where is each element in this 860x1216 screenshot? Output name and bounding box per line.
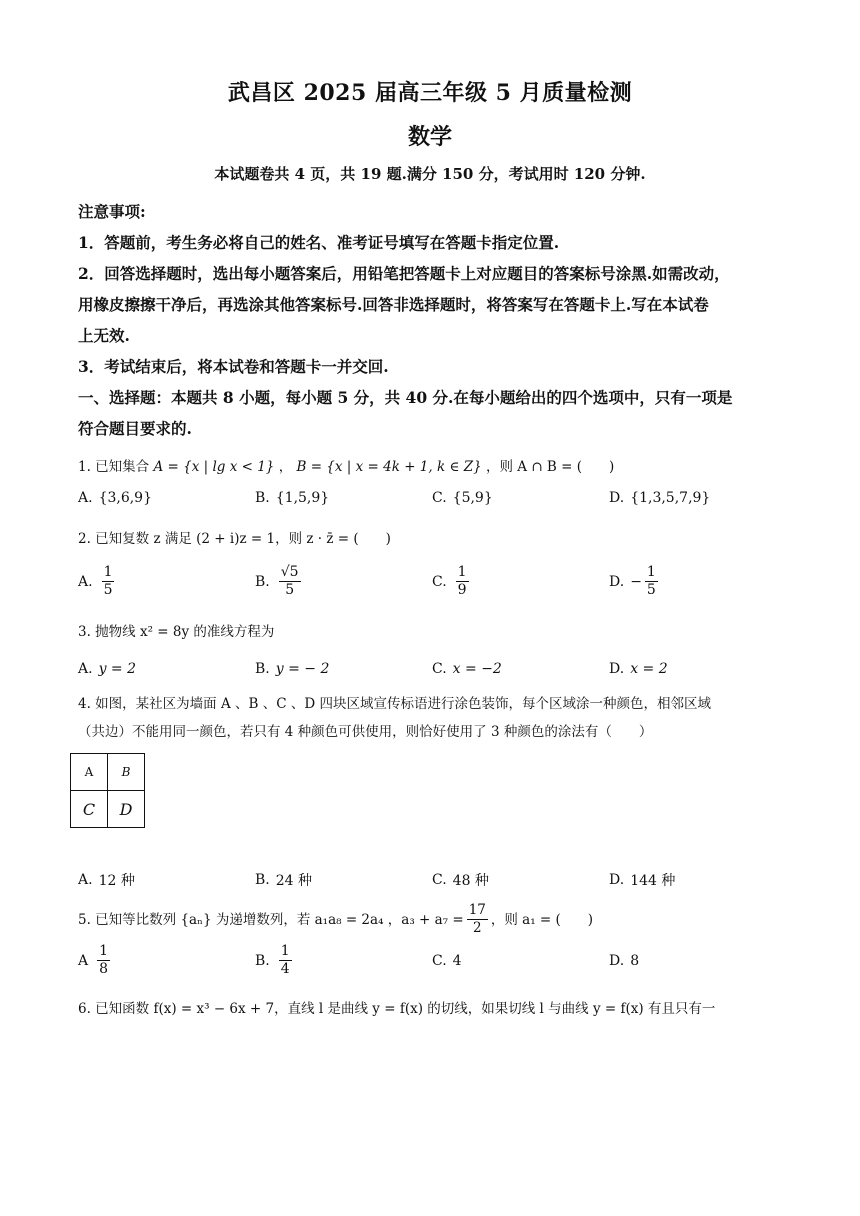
- notice-item-2-line-2: 用橡皮擦擦干净后，再选涂其他答案标号.回答非选择题时，将答案写在答题卡上.写在本试卷: [78, 295, 709, 314]
- exam-title: 武昌区 2025 届高三年级 5 月质量检测: [227, 80, 633, 106]
- question-3-stem: 3. 抛物线 x² = 8y 的准线方程为: [78, 624, 275, 640]
- notice-item-1: 1．答题前，考生务必将自己的姓名、准考证号填写在答题卡指定位置.: [78, 233, 560, 252]
- exam-info: 本试题卷共 4 页，共 19 题.满分 150 分，考试用时 120 分钟.: [214, 165, 646, 183]
- q5-option-d: D. 8: [609, 952, 640, 969]
- notice-item-2-line-3: 上无效.: [78, 326, 130, 345]
- question-1-stem: 1. 已知集合 A = {x | lg x < 1} ， B = {x | x = 4k + 1, k ∈ Z} ，则 A ∩ B = ( ): [78, 459, 615, 475]
- q2-option-a: A. $\frac{1}{5}$: [78, 564, 113, 598]
- q1-option-b: B. {1,5,9}: [255, 490, 330, 506]
- subject-title: 数学: [407, 124, 452, 150]
- q1-option-d: D. {1,3,5,7,9}: [609, 490, 711, 506]
- notice-item-2-line-1: 2．回答选择题时，选出每小题答案后，用铅笔把答题卡上对应题目的答案标号涂黑.如需改动，: [78, 264, 730, 283]
- q3-option-b: B. y = − 2: [255, 661, 330, 677]
- notice-heading: 注意事项:: [78, 202, 146, 221]
- q4-option-b: B. 24 种: [255, 872, 313, 889]
- question-3-options: [78, 661, 786, 677]
- q1-option-a: A. {3,6,9}: [78, 490, 152, 506]
- section-1-heading-line-2: 符合题目要求的.: [78, 419, 192, 438]
- q1-set-a: A = {x | lg x < 1}: [153, 459, 275, 475]
- q4-option-d: D. 144 种: [609, 872, 676, 889]
- question-1-options: [78, 490, 786, 506]
- question-5-stem: 5. 已知等比数列 {aₙ} 为递增数列，若 a₁a₈ = 2a₄ ，a₃ + a₇ = $\frac{17}{2}$ ，则 a₁ = ( ): [78, 902, 594, 936]
- q2-option-d: D. − $\frac{1}{5}$: [609, 564, 656, 598]
- question-2-options: [78, 564, 786, 599]
- question-2-stem: 2. 已知复数 z 满足 (2 + i)z = 1，则 z · z̄ = ( ): [78, 531, 391, 547]
- q3-option-a: A. y = 2: [78, 661, 137, 677]
- q5-option-b: B. $\frac{1}{4}$: [255, 943, 290, 977]
- question-6-stem: 6. 已知函数 f(x) = x³ − 6x + 7，直线 l 是曲线 y = f(x) 的切线，如果切线 l 与曲线 y = f(x) 有且只有一: [78, 1001, 716, 1017]
- q3-option-d: D. x = 2: [609, 661, 668, 677]
- question-5-options: [78, 943, 786, 978]
- q4-option-c: C. 48 种: [432, 872, 489, 889]
- q5-option-c: C. 4: [432, 952, 462, 969]
- q1-stem-prefix: 1. 已知集合: [78, 459, 150, 475]
- q1-option-c: C. {5,9}: [432, 490, 493, 506]
- q1-stem-suffix: ，则 A ∩ B = ( ): [486, 459, 615, 475]
- q3-option-c: C. x = −2: [432, 661, 502, 677]
- q2-option-b: B. $\frac{√5}{5}$: [255, 564, 299, 598]
- q4-option-a: A. 12 种: [78, 872, 135, 889]
- q2-option-c: C. $\frac{1}{9}$: [432, 564, 467, 598]
- region-c: C: [71, 791, 108, 828]
- region-a: A: [71, 754, 108, 791]
- region-b: B: [108, 754, 145, 791]
- section-1-heading-line-1: 一、选择题：本题共 8 小题，每小题 5 分，共 40 分.在每小题给出的四个选项中，只有一项是: [78, 388, 733, 407]
- q4-region-grid: [70, 753, 145, 828]
- q5-option-a: A $\frac{1}{8}$: [78, 943, 109, 977]
- notice-item-3: 3．考试结束后，将本试卷和答题卡一并交回.: [78, 357, 389, 376]
- question-4-stem-line-1: 4. 如图，某社区为墙面 A 、B 、C 、D 四块区域宣传标语进行涂色装饰，每个区域涂一种颜色，相邻区域: [78, 696, 711, 712]
- exam-content: [78, 196, 786, 1020]
- region-d: D: [108, 791, 145, 828]
- question-4-options: [78, 870, 786, 890]
- q1-set-b: B = {x | x = 4k + 1, k ∈ Z}: [296, 459, 482, 475]
- question-4-stem-line-2: （共边）不能用同一颜色，若只有 4 种颜色可供使用，则恰好使用了 3 种颜色的涂法有（ ）: [78, 724, 653, 740]
